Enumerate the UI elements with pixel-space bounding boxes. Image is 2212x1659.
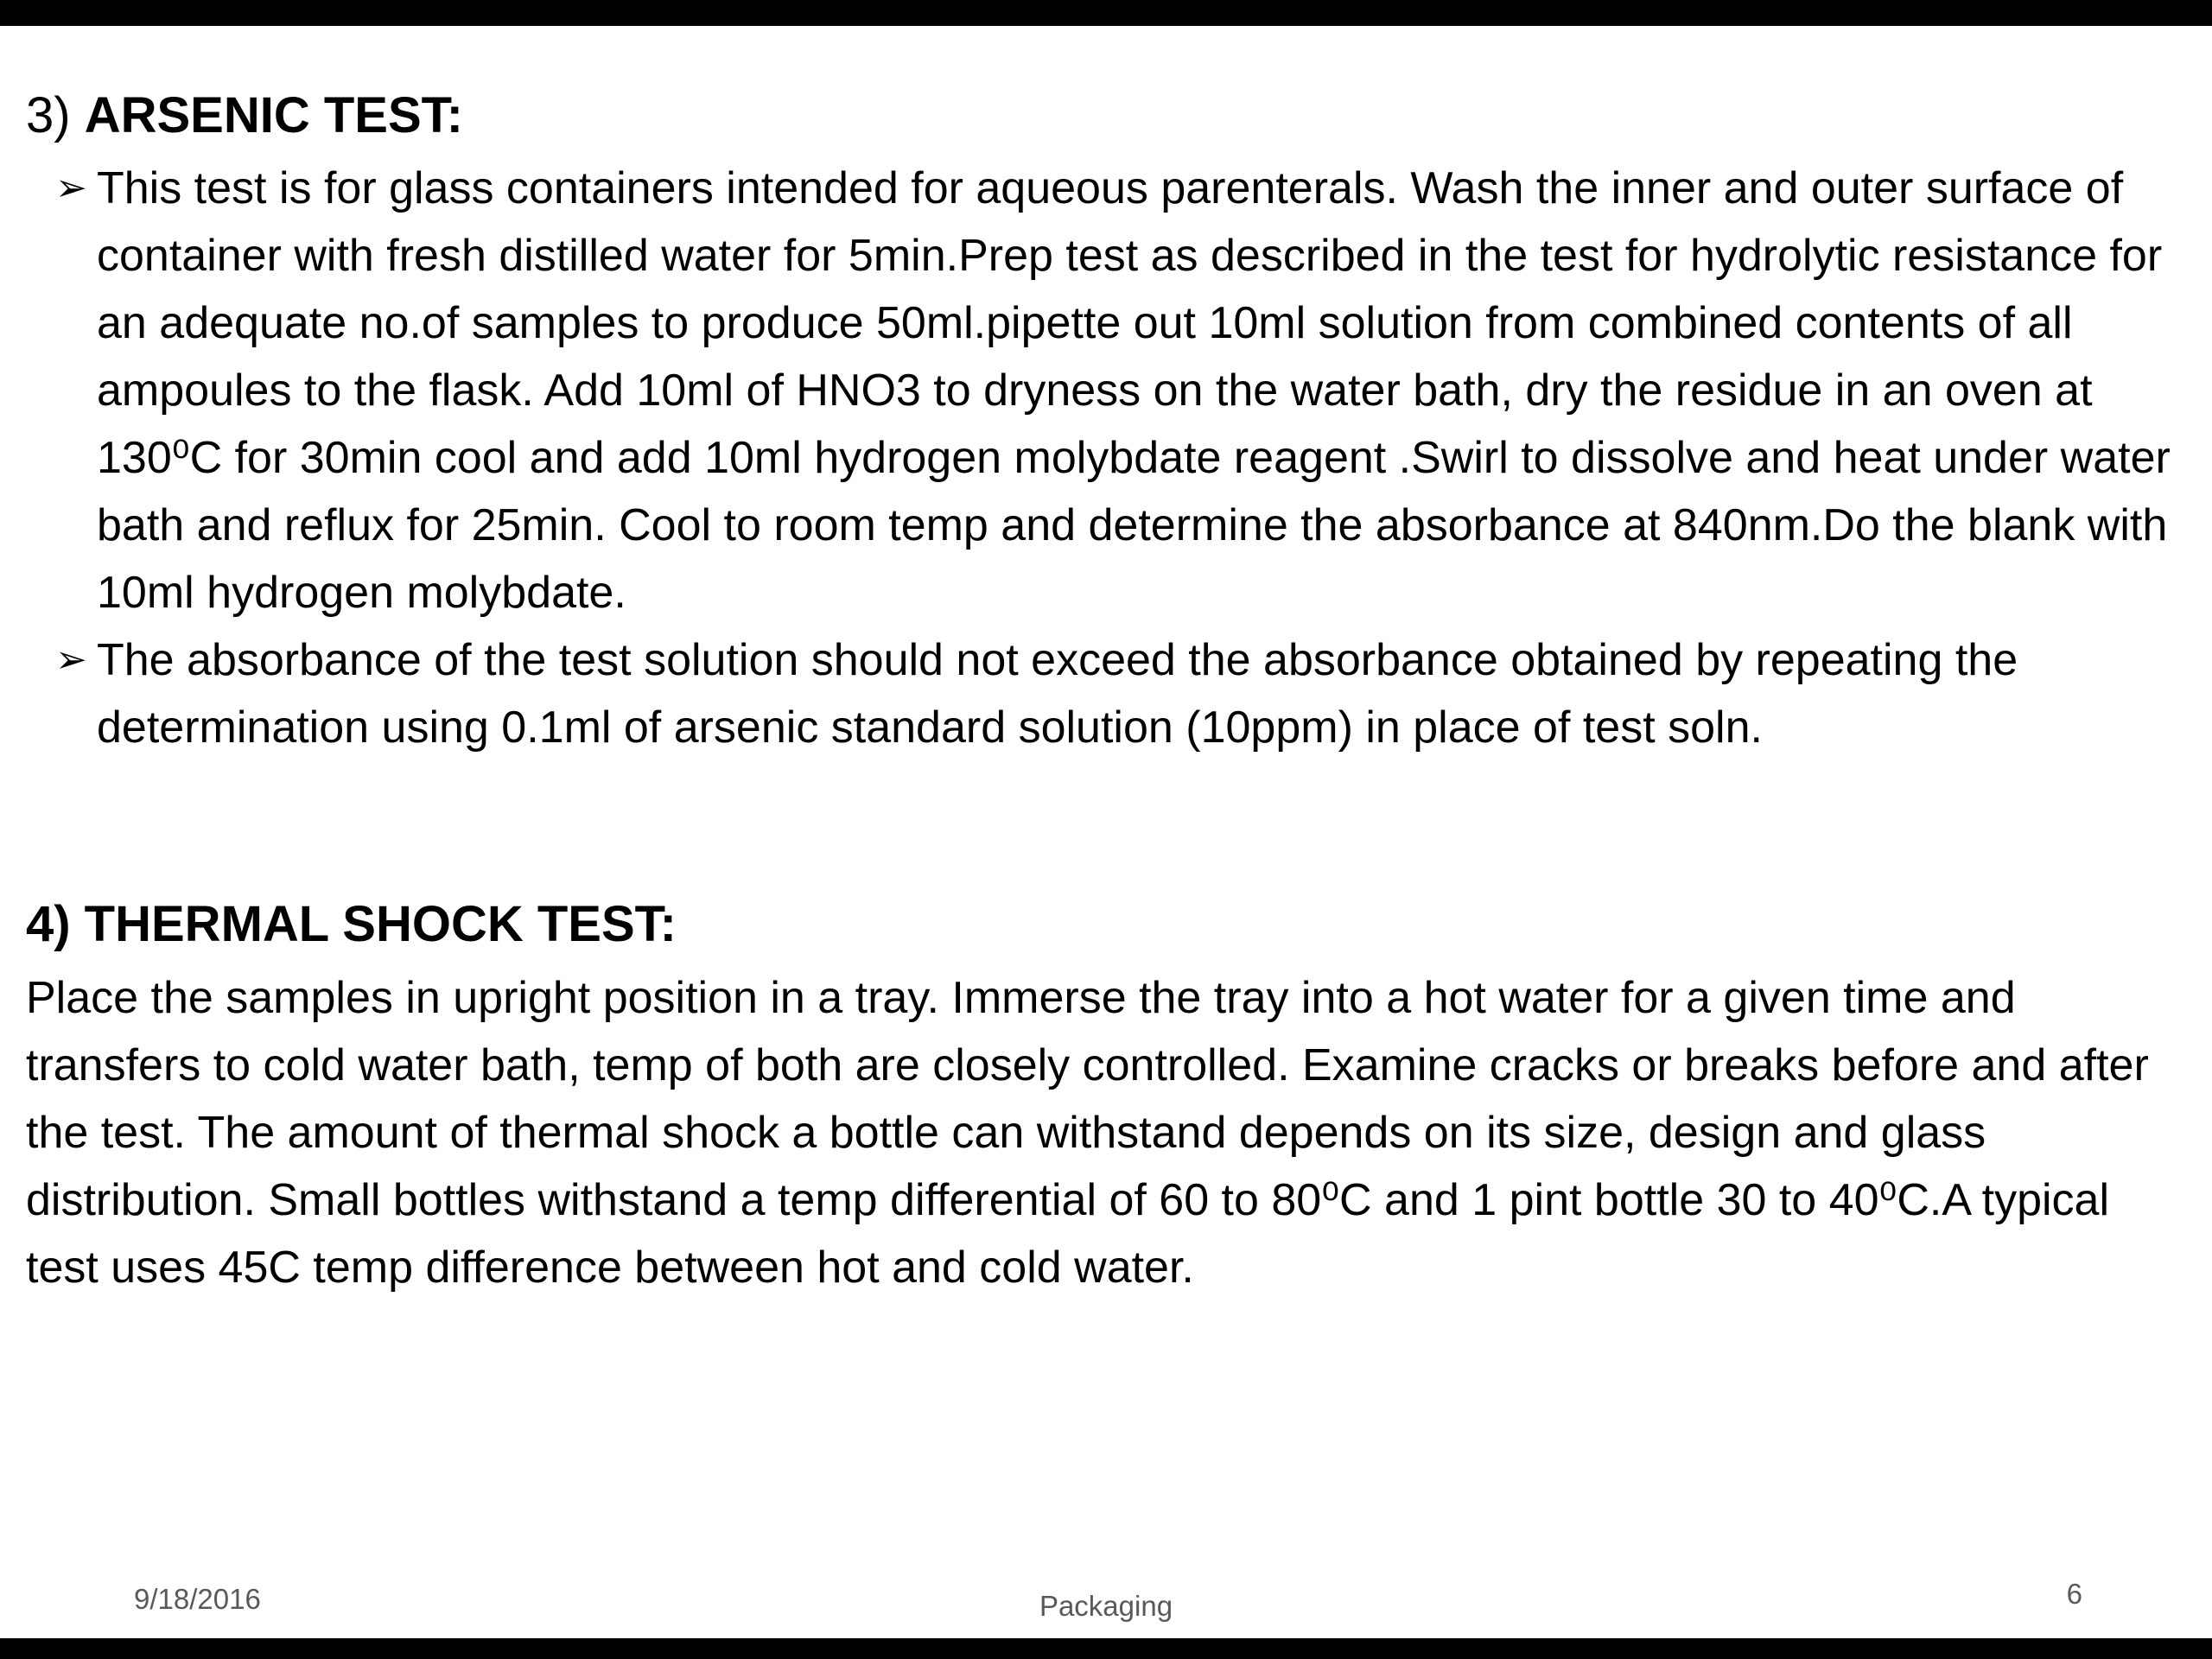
arrow-bullet-icon: ➢	[55, 639, 87, 682]
thermal-shock-paragraph: Place the samples in upright position in a tray. Immerse the tray into a hot water for a given time and transfers to cold water bath, temp of both are closely controlled. Examine cracks or breaks before and after the test. The amount of thermal shock a bottle can withstand depends on its size, design and glass distribution. Small bottles withstand a temp differential of 60 to 80⁰C and 1 pint bottle 30 to 40⁰C.A typical test uses 45C temp difference between hot and cold water.	[26, 972, 2149, 1293]
slide-content	[26, 82, 2183, 1301]
footer-title: Packaging	[1039, 1590, 1173, 1622]
arsenic-bullet-2	[26, 626, 2183, 761]
footer-date: 9/18/2016	[134, 1583, 261, 1615]
arsenic-bullet-2-text: The absorbance of the test solution should not exceed the absorbance obtained by repeating the determination using 0.1ml of arsenic standard solution (10ppm) in place of test soln.	[97, 635, 2018, 753]
thermal-shock-heading: 4) THERMAL SHOCK TEST:	[26, 896, 677, 953]
top-border-bar	[0, 0, 2212, 26]
section-number: 3)	[26, 87, 71, 143]
section-title: ARSENIC TEST:	[84, 87, 463, 143]
arsenic-bullet-1	[26, 155, 2183, 626]
footer-page-number: 6	[2066, 1578, 2082, 1610]
arsenic-bullet-1-text: This test is for glass containers intended for aqueous parenterals. Wash the inner and outer surface of container with fresh distilled water for 5min.Prep test as described in the test for hydrolytic resistance for an adequate no.of samples to produce 50ml.pipette out 10ml solution from combined contents of all ampoules to the flask. Add 10ml of HNO3 to dryness on the water bath, dry the residue in an oven at 130⁰C for 30min cool and add 10ml hydrogen molybdate reagent .Swirl to dissolve and heat under water bath and reflux for 25min. Cool to room temp and determine the absorbance at 840nm.Do the blank with 10ml hydrogen molybdate.	[97, 163, 2171, 619]
bottom-border-bar	[0, 1638, 2212, 1659]
arsenic-test-heading	[26, 82, 2183, 149]
thermal-shock-section	[26, 891, 2183, 1300]
slide-footer	[0, 1578, 2212, 1623]
arrow-bullet-icon: ➢	[55, 167, 87, 210]
